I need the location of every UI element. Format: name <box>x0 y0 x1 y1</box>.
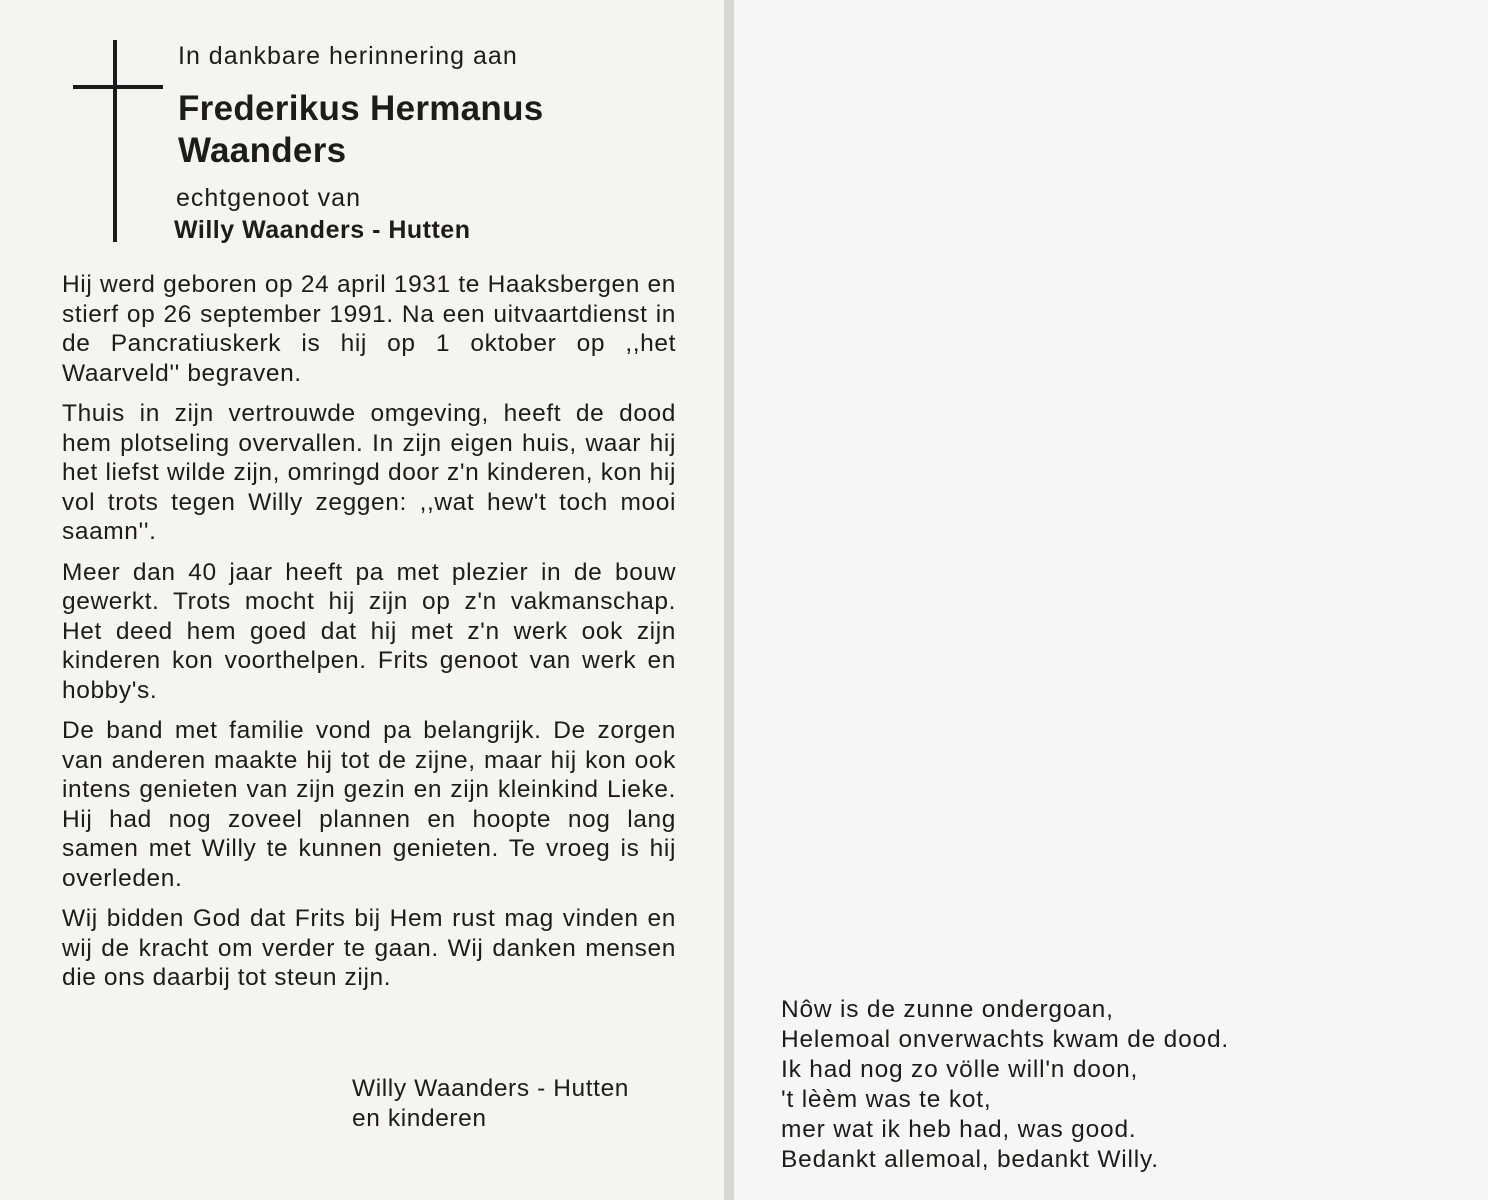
spouse-label: echtgenoot van <box>176 184 361 212</box>
deceased-name-line1: Frederikus Hermanus <box>178 89 544 128</box>
deceased-name <box>178 88 544 172</box>
cross-icon-bar <box>73 85 163 89</box>
poem-line: Bedankt allemoal, bedankt Willy. <box>781 1146 1159 1173</box>
front-card <box>0 0 724 1200</box>
poem-line: Nôw is de zunne ondergoan, <box>781 996 1114 1023</box>
poem <box>781 995 1229 1175</box>
biography-paragraph: Meer dan 40 jaar heeft pa met plezier in de bouw gewerkt. Trots mocht hij zijn op z'n vakmanschap. Het deed hem goed dat hij met z'n werk ook zijn kinderen kon voorthelpen. Frits genoot van werk en hobby's. <box>62 558 676 704</box>
cross-icon <box>113 40 117 242</box>
poem-line: Ik had nog zo völle will'n doon, <box>781 1056 1139 1083</box>
intro-text: In dankbare herinnering aan <box>178 42 518 70</box>
signature <box>352 1074 629 1133</box>
biography-paragraph: Wij bidden God dat Frits bij Hem rust mag vinden en wij de kracht om verder te gaan. Wij danken mensen die ons daarbij tot steun zijn. <box>62 905 676 991</box>
biography <box>62 270 676 1004</box>
biography-paragraph: De band met familie vond pa belangrijk. De zorgen van anderen maakte hij tot de zijne, maar hij kon ook intens genieten van zijn gezin en zijn kleinkind Lieke. Hij had nog zoveel plannen en hoopte nog lang samen met Willy te kunnen genieten. Te vroeg is hij overleden. <box>62 717 676 892</box>
poem-line: 't lèèm was te kot, <box>781 1086 992 1113</box>
biography-paragraph: Thuis in zijn vertrouwde omgeving, heeft de dood hem plotseling overvallen. In zijn eigen huis, waar hij het liefst wilde zijn, omringd door z'n kinderen, kon hij vol trots tegen Willy zeggen: ,,wat hew't toch mooi saamn''. <box>62 400 676 545</box>
poem-line: Helemoal onverwachts kwam de dood. <box>781 1026 1229 1053</box>
spouse-name: Willy Waanders - Hutten <box>174 216 471 244</box>
poem-line: mer wat ik heb had, was good. <box>781 1116 1137 1143</box>
signature-line2: en kinderen <box>352 1104 487 1132</box>
deceased-name-line2: Waanders <box>178 131 347 170</box>
signature-line1: Willy Waanders - Hutten <box>352 1075 630 1102</box>
biography-paragraph: Hij werd geboren op 24 april 1931 te Haaksbergen en stierf op 26 september 1991. Na een uitvaartdienst in de Pancratiuskerk is hij op 1 oktober op ,,het Waarveld'' begraven. <box>62 271 676 387</box>
